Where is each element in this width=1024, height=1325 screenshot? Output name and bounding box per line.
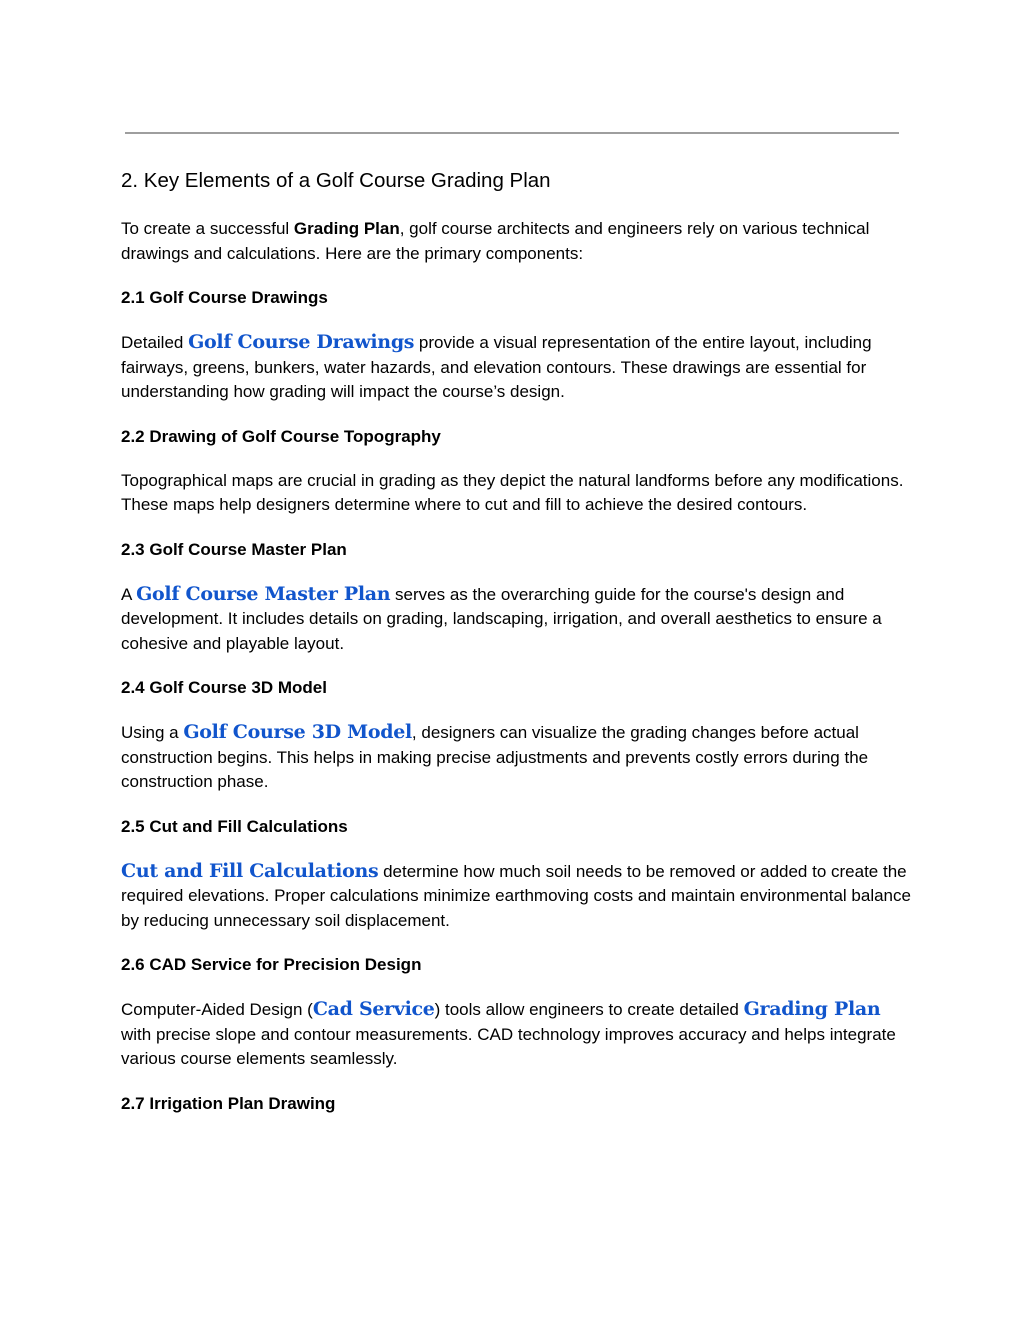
intro-bold-term: Grading Plan [293,219,400,238]
text-after: provide a visual representation of the entire layout, including fairways, greens, bunkers, water hazards, and elevation contours. These drawings are essential for understanding how grading will impact the course’s design. [121,333,872,401]
intro-text-after: , golf course architects and engineers rely on various technical drawings and calculations. Here are the primary components: [121,219,870,263]
paragraph-cut-and-fill [121,859,911,934]
link-cut-and-fill-calculations[interactable]: Cut and Fill Calculations [121,859,379,882]
paragraph-3d-model [121,720,911,795]
horizontal-rule [125,132,899,134]
intro-paragraph [121,217,911,266]
link-cad-service[interactable]: Cad Service [312,998,435,1020]
heading-topography: 2.2 Drawing of Golf Course Topography [121,426,441,446]
link-golf-course-drawings[interactable]: Golf Course Drawings [188,331,415,353]
link-golf-course-3d-model[interactable]: Golf Course 3D Model [183,721,412,743]
text-before: Detailed [121,333,189,352]
link-golf-course-master-plan[interactable]: Golf Course Master Plan [136,582,391,605]
heading-cut-and-fill: 2.5 Cut and Fill Calculations [121,816,348,836]
paragraph-master-plan [121,582,911,657]
text-after: , designers can visualize the grading changes before actual construction begins. This helps in making precise adjustments and prevents costly errors during the construction phase. [121,723,869,791]
text-before: Using a [121,723,184,742]
text-after: with precise slope and contour measurements. CAD technology improves accuracy and helps integrate various course elements seamlessly. [121,1024,896,1068]
heading-golf-course-drawings: 2.1 Golf Course Drawings [121,288,328,307]
text-after: serves as the overarching guide for the course's design and development. It includes details on grading, landscaping, irrigation, and overall aesthetics to ensure a cohesive and playable layout. [121,584,882,653]
paragraph-cad-service [121,997,911,1072]
paragraph-golf-course-drawings [121,330,911,405]
link-grading-plan[interactable]: Grading Plan [743,998,881,1020]
text-middle: ) tools allow engineers to create detailed [434,1000,744,1019]
intro-text-before: To create a successful [121,219,294,238]
text-after: determine how much soil needs to be removed or added to create the required elevations. Proper calculations minimize earthmoving costs and maintain environmental balance by reducing unnecessary soil displacement. [121,861,911,930]
heading-master-plan: 2.3 Golf Course Master Plan [121,539,347,559]
text-before: A [121,584,137,604]
paragraph-topography: Topographical maps are crucial in grading as they depict the natural landforms before any modifications. These maps help designers determine where to cut and fill to achieve the desired contours. [121,470,904,514]
heading-3d-model: 2.4 Golf Course 3D Model [121,678,327,697]
heading-irrigation-plan: 2.7 Irrigation Plan Drawing [121,1093,336,1113]
heading-cad-service: 2.6 CAD Service for Precision Design [121,955,422,974]
section-title: 2. Key Elements of a Golf Course Grading Plan [121,169,551,192]
text-before: Computer-Aided Design ( [121,1000,313,1019]
document-content [121,166,911,1136]
